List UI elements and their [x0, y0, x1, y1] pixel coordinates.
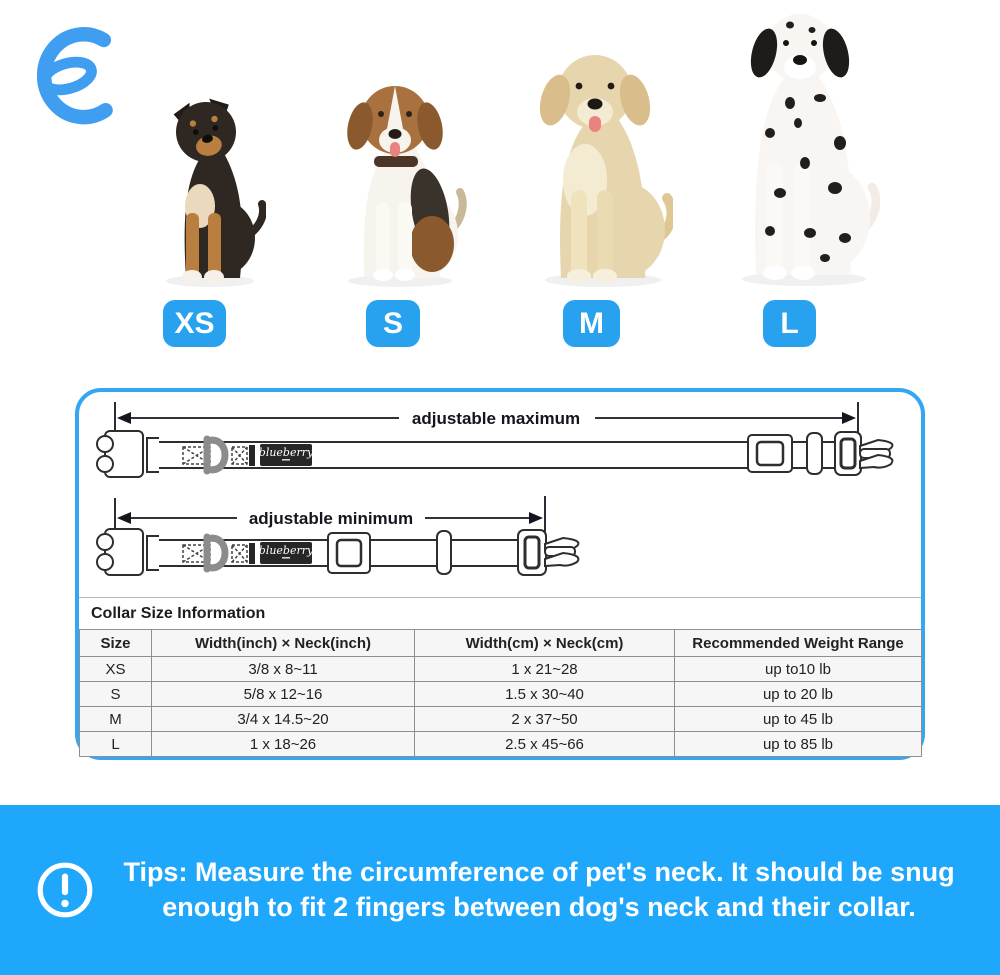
adjustable-maximum-label: adjustable maximum [411, 409, 581, 428]
tips-line-2: enough to fit 2 fingers between dog's neck and their collar. [162, 892, 916, 922]
collar-diagram-maximum [79, 398, 921, 494]
col-header-inch: Width(inch) × Neck(inch) [152, 630, 415, 657]
cell-weight: up to 45 lb [675, 707, 922, 732]
tips-text [96, 855, 1000, 925]
collar-diagram-minimum [79, 494, 921, 594]
divider [79, 597, 921, 598]
table-row-m [80, 707, 922, 732]
size-badge-xs: XS [163, 300, 226, 347]
dog-photo-m-golden-retriever [515, 40, 673, 290]
cell-inch: 3/4 x 14.5~20 [152, 707, 415, 732]
collar-tag-text: blueberry [258, 544, 314, 557]
cell-weight: up to10 lb [675, 657, 922, 682]
tips-line-1: Tips: Measure the circumference of pet's neck. It should be snug [123, 857, 955, 887]
cell-size: XS [80, 657, 152, 682]
collar-size-table [79, 629, 922, 757]
size-badge-s: S [366, 300, 420, 347]
cell-weight: up to 85 lb [675, 732, 922, 757]
cell-inch: 3/8 x 8~11 [152, 657, 415, 682]
table-row-s [80, 682, 922, 707]
brand-logo-icon [30, 20, 120, 132]
adjustable-minimum-label: adjustable minimum [248, 509, 414, 528]
cell-size: S [80, 682, 152, 707]
cell-cm: 2.5 x 45~66 [415, 732, 675, 757]
dog-photo-s-beagle [320, 72, 470, 290]
cell-cm: 2 x 37~50 [415, 707, 675, 732]
exclamation-circle-icon [34, 859, 96, 921]
cell-weight: up to 20 lb [675, 682, 922, 707]
cell-size: L [80, 732, 152, 757]
cell-inch: 5/8 x 12~16 [152, 682, 415, 707]
table-header-row [80, 630, 922, 657]
size-badge-l: L [763, 300, 816, 347]
table-row-xs [80, 657, 922, 682]
col-header-weight: Recommended Weight Range [675, 630, 922, 657]
collar-tag-text: blueberry [258, 446, 314, 459]
dog-photo-xs-puppy [148, 88, 266, 290]
col-header-cm: Width(cm) × Neck(cm) [415, 630, 675, 657]
size-badge-m: M [563, 300, 620, 347]
cell-cm: 1.5 x 30~40 [415, 682, 675, 707]
col-header-size: Size [80, 630, 152, 657]
dog-photo-l-dalmatian [700, 3, 880, 288]
cell-cm: 1 x 21~28 [415, 657, 675, 682]
cell-inch: 1 x 18~26 [152, 732, 415, 757]
tips-banner [0, 805, 1000, 975]
table-title: Collar Size Information [91, 605, 266, 622]
cell-size: M [80, 707, 152, 732]
table-row-l [80, 732, 922, 757]
collar-info-box [75, 388, 925, 760]
